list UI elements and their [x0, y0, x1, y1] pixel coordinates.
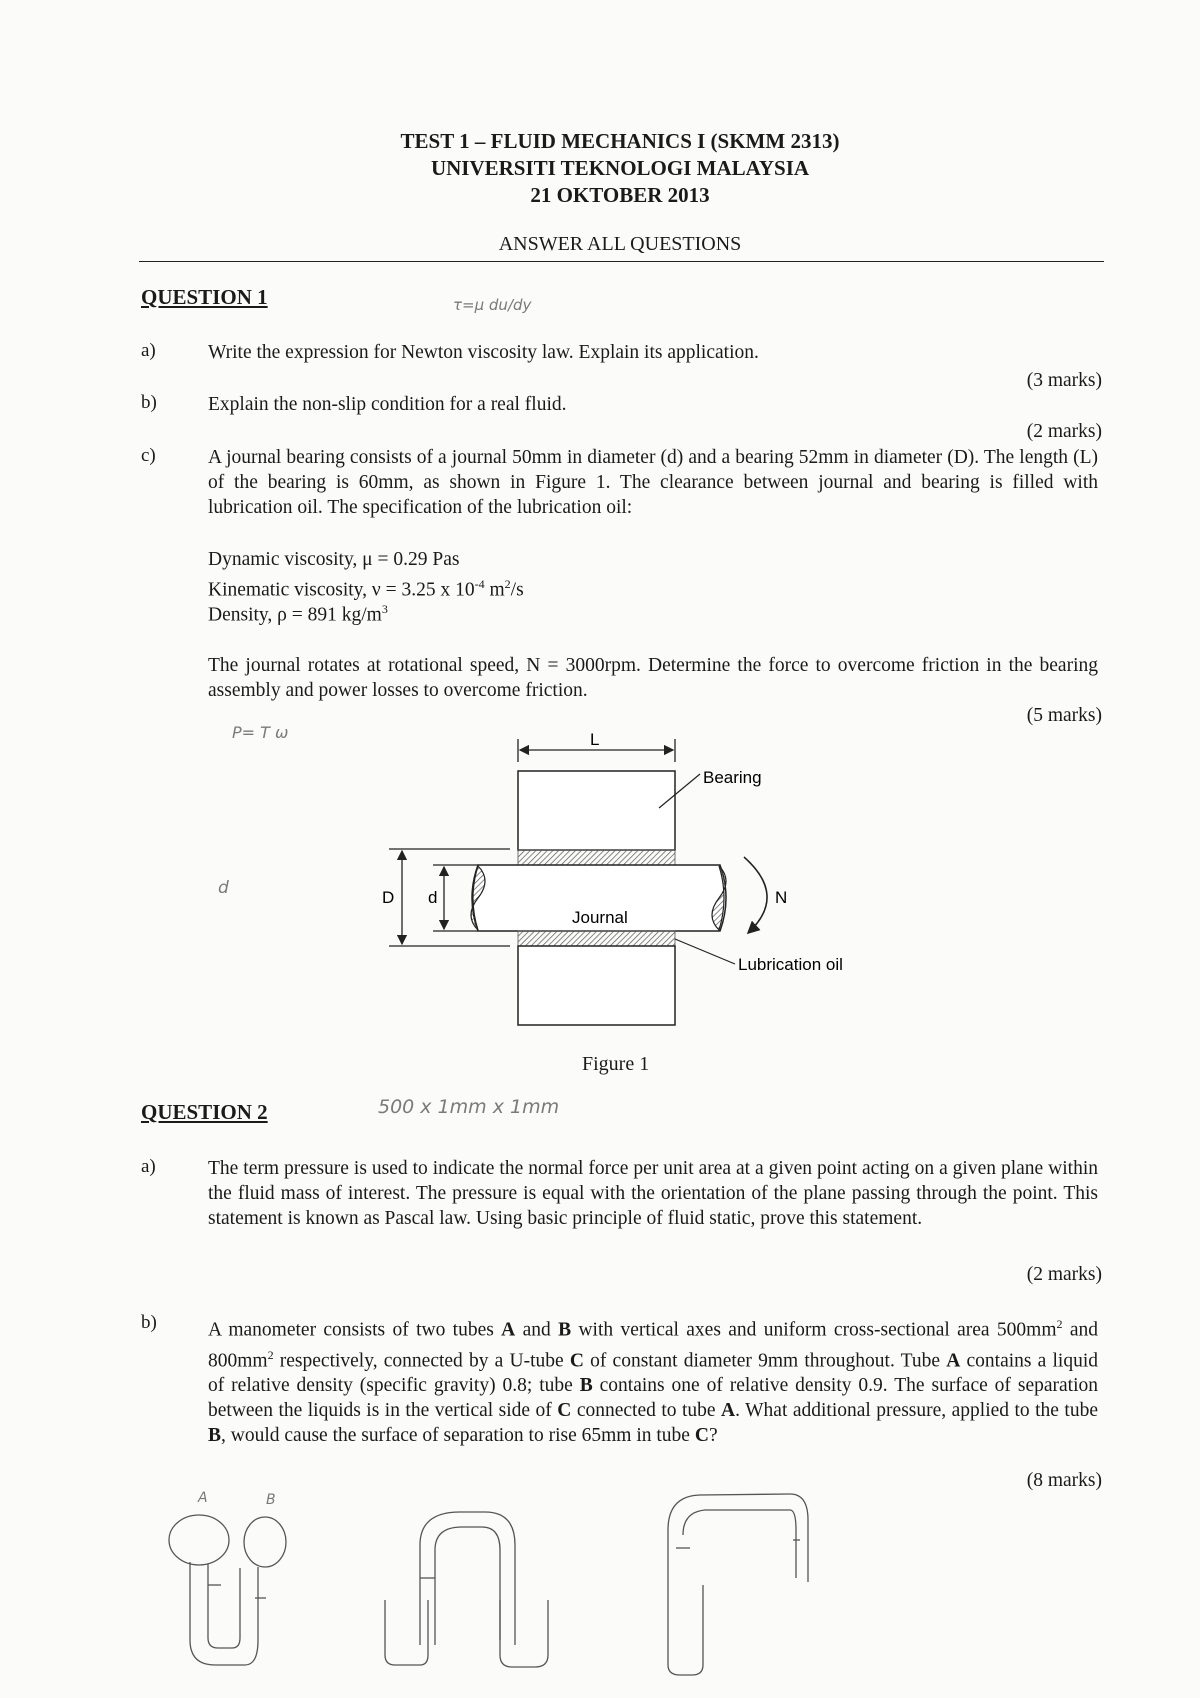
sketch-label-A: A [198, 1490, 208, 1506]
d-label: d [428, 888, 438, 907]
spec-dynamic-viscosity: Dynamic viscosity, μ = 0.29 Pas [208, 549, 460, 570]
q2b-text: A manometer consists of two tubes A and B with vertical axes and uniform cross-sectional area $500mm^2$ and $800mm^2$ respectively, connected by a U-tube C of constant diameter 9mm throughout. Tube A contains a liquid of relative density (specific gravity) 0.8; tube B contains one of relative density 0.9. The surface of separation between the liquids is in the vertical side of C connected to tube A. What additional pressure, applied to the tube B, would cause the surface of separation to rise 65mm in tube C? [208, 1317, 1099, 1446]
handwritten-formula: τ=μ du/dy [453, 296, 532, 314]
q2b-label: b) [141, 1312, 157, 1333]
handwritten-d: d [218, 878, 229, 898]
journal-label: Journal [572, 908, 628, 927]
q1c-label: c) [141, 445, 156, 466]
N-label: N [775, 888, 788, 907]
university-name: UNIVERSITI TEKNOLOGI MALAYSIA [430, 156, 810, 180]
q1a-text: Write the expression for Newton viscosity law. Explain its application. [208, 342, 759, 363]
q1a-marks: (3 marks) [1026, 370, 1102, 391]
sketch-inverted-u [385, 1512, 548, 1667]
q2a-label: a) [141, 1156, 156, 1177]
q1b-marks: (2 marks) [1026, 421, 1102, 442]
sketch-bulb-manometer [169, 1515, 286, 1665]
q1c-text: A journal bearing consists of a journal 50mm in diameter (d) and a bearing 52mm in diameter (D). The length (L) of the bearing is 60mm, as shown in Figure 1. The clearance between journal and bearing is filled with lubrication oil. The specification of the lubrication oil: [208, 447, 1098, 518]
question-2-title: QUESTION 2 [141, 1100, 268, 1124]
bearing-label: Bearing [703, 768, 762, 787]
handwritten-sketches [0, 1490, 1200, 1698]
figure-caption: Figure 1 [582, 1053, 650, 1075]
question-1-title: QUESTION 1 [141, 285, 268, 309]
q2a-text: The term pressure is used to indicate the normal force per unit area at a given point acting on a given plane within the fluid mass of interest. The pressure is equal with the orientation of the plane passing through the point. This statement is known as Pascal law. Using basic principle of fluid static, prove this statement. [208, 1158, 1098, 1229]
lower-oil-film [518, 931, 675, 946]
L-label: L [590, 730, 600, 749]
D-label: D [382, 888, 395, 907]
oil-leader [675, 939, 735, 964]
exam-title: TEST 1 – FLUID MECHANICS I (SKMM 2313) [400, 129, 840, 153]
q1b-text: Explain the non-slip condition for a real fluid. [208, 394, 567, 415]
rotation-arrow [744, 857, 767, 933]
sketch-label-B: B [266, 1492, 276, 1508]
exam-date: 21 OKTOBER 2013 [530, 183, 710, 207]
q2b-marks: (8 marks) [1026, 1470, 1102, 1491]
handwritten-area: 500 x 1mm x 1mm [378, 1096, 560, 1118]
q2a-marks: (2 marks) [1026, 1264, 1102, 1285]
handwritten-power: P= T ω [232, 723, 289, 742]
q1b-label: b) [141, 392, 157, 413]
upper-oil-film [518, 850, 675, 865]
lower-bearing [518, 946, 675, 1025]
spec-kinematic-viscosity: Kinematic viscosity, ν = 3.25 x $10^{-4}$ $m^2/s$ [208, 577, 524, 601]
instruction: ANSWER ALL QUESTIONS [498, 233, 742, 255]
sketch-tall-tube [668, 1494, 808, 1675]
oil-label: Lubrication oil [738, 955, 843, 974]
q1c-text-2: The journal rotates at rotational speed, N = 3000rpm. Determine the force to overcome friction in the bearing assembly and power losses to overcome friction. [208, 655, 1098, 701]
q1c-marks: (5 marks) [1026, 705, 1102, 726]
spec-density: Density, ρ = 891 $kg/m^3$ [208, 602, 388, 626]
upper-bearing [518, 771, 675, 850]
q1a-label: a) [141, 340, 156, 361]
